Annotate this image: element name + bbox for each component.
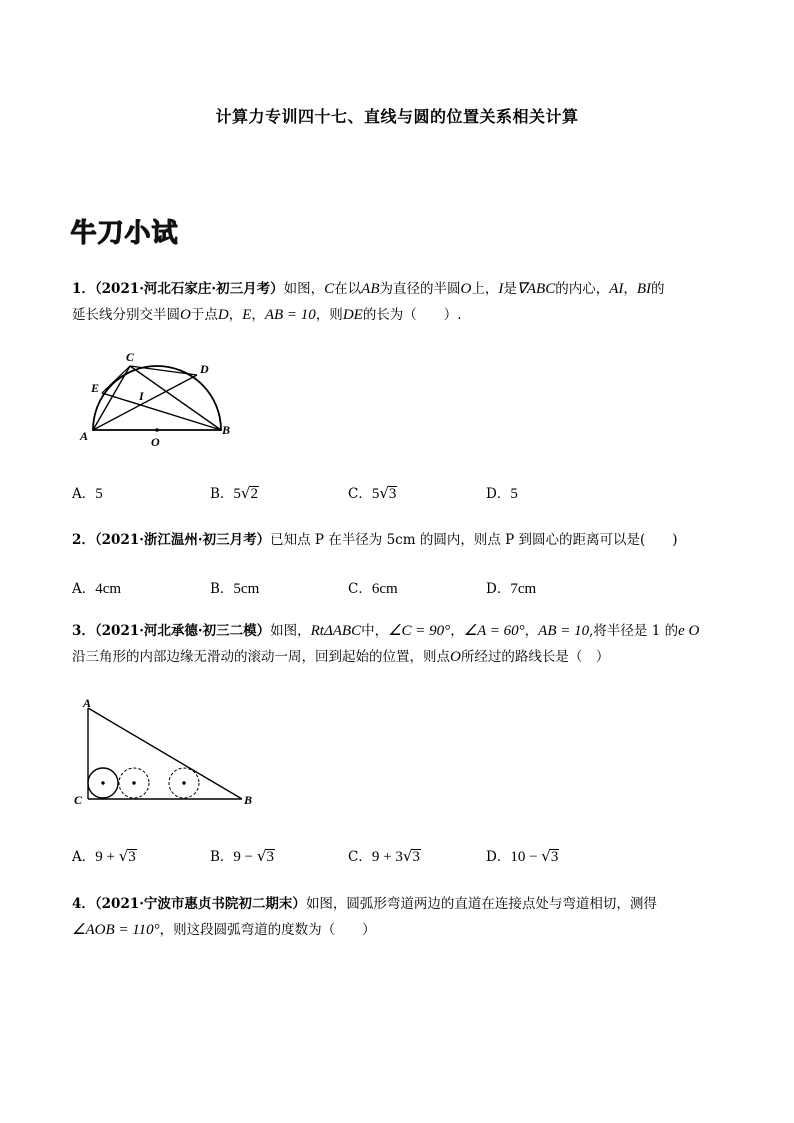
- q1-option-d[interactable]: [486, 482, 518, 503]
- q1-math: D: [217, 307, 229, 323]
- q1-number: 1．: [72, 281, 95, 297]
- fig3-label-b: B: [244, 793, 253, 807]
- q1-math: AI: [609, 281, 624, 297]
- q1-option-b[interactable]: [210, 482, 259, 503]
- fig1-label-i: I: [139, 389, 144, 403]
- q1-source: （2021·河北石家庄·初三月考）: [94, 281, 284, 297]
- option-value: 9 +: [371, 849, 396, 865]
- q3-text: 如图，: [270, 623, 311, 639]
- fig1-label-e: E: [91, 381, 100, 395]
- q1-option-a[interactable]: [72, 482, 103, 503]
- q1-option-c[interactable]: [348, 482, 397, 503]
- q3-text: 沿三角形的内部边缘无滑动的滚动一周，回到起始的位置，则点: [72, 649, 450, 665]
- question-1-text: [72, 276, 732, 328]
- q1-text: 的内心，: [555, 281, 610, 297]
- q1-options: [72, 482, 732, 502]
- option-radicand: 2: [250, 486, 258, 502]
- option-label: B．: [210, 849, 234, 865]
- q1-math: DE: [342, 307, 363, 323]
- question-3-text: [72, 618, 732, 670]
- sqrt-icon: √: [402, 847, 413, 865]
- q2-text: 已知点 P 在半径为 5cm 的圆内，则点 P 到圆心的距离可以是( ): [270, 532, 678, 548]
- q3-source: （2021·河北承德·初三二模）: [94, 623, 271, 639]
- option-value: 9 +: [95, 849, 119, 865]
- q4-number: 4．: [72, 896, 95, 912]
- sqrt-icon: √: [541, 847, 551, 865]
- q3-option-c[interactable]: [348, 845, 421, 866]
- option-value: 5: [510, 486, 518, 502]
- option-value: 5: [371, 486, 380, 502]
- fig1-label-b: B: [222, 423, 231, 437]
- sqrt-icon: √: [240, 484, 251, 502]
- q3-math: O: [450, 649, 461, 665]
- sqrt-icon: √: [256, 847, 267, 865]
- fig1-label-o: O: [151, 435, 160, 449]
- q1-text: 于点: [190, 307, 218, 323]
- q3-math: ∠C = 90°: [388, 623, 451, 639]
- question-4-text: [72, 891, 732, 943]
- fig3-label-a: A: [83, 696, 92, 710]
- q2-option-d[interactable]: [486, 577, 536, 598]
- q3-number: 3．: [72, 623, 95, 639]
- q1-text: 在以: [334, 281, 362, 297]
- option-radicand: 3: [128, 849, 136, 865]
- q3-option-d[interactable]: [486, 845, 559, 866]
- q1-text: 为直径的半圆: [379, 281, 461, 297]
- q3-triangle-figure: [72, 696, 262, 808]
- q3-text: ，: [524, 623, 539, 639]
- option-radicand: 3: [388, 486, 397, 502]
- q3-text: ,将半径是 1 的: [589, 623, 679, 639]
- q1-math: O: [460, 281, 472, 297]
- option-label: D．: [486, 581, 511, 597]
- q1-math: BI: [636, 281, 652, 297]
- q1-text: 延长线分别交半圆: [72, 307, 180, 323]
- q3-text: ，: [450, 623, 464, 639]
- q1-math: C: [324, 281, 335, 297]
- q3-option-b[interactable]: [210, 845, 275, 866]
- option-value: 10 −: [510, 849, 542, 865]
- option-value: 6cm: [371, 581, 398, 597]
- q3-option-a[interactable]: [72, 845, 137, 866]
- section-heading: 牛刀小试: [70, 218, 179, 248]
- option-label: C．: [348, 486, 372, 502]
- q1-math: ∇ABC: [516, 281, 556, 297]
- q4-text: 如图，圆弧形弯道两边的直道在连接点处与弯道相切，测得: [305, 896, 657, 912]
- q1-math: AB: [361, 281, 380, 297]
- option-label: A．: [72, 849, 96, 865]
- q1-math: O: [180, 307, 191, 323]
- page-title: 计算力专训四十七、直线与圆的位置关系相关计算: [215, 107, 579, 126]
- q2-source: （2021·浙江温州·初三月考）: [94, 532, 271, 548]
- q3-math: e O: [678, 623, 700, 639]
- option-value: 5cm: [233, 581, 260, 597]
- option-label: B．: [210, 486, 234, 502]
- q3-math: ∠A = 60°: [463, 623, 525, 639]
- q1-math: E: [242, 307, 252, 323]
- option-label: C．: [348, 849, 372, 865]
- q1-text: 是: [503, 281, 517, 297]
- fig1-label-c: C: [126, 350, 135, 364]
- q1-text: 上，: [471, 281, 499, 297]
- sqrt-icon: √: [379, 484, 389, 502]
- fig1-label-d: D: [200, 362, 209, 376]
- q1-math: I: [498, 281, 504, 297]
- q1-semicircle-figure: [78, 348, 248, 453]
- q3-math: RtΔABC: [310, 623, 362, 639]
- q2-option-a[interactable]: [72, 577, 121, 598]
- q4-source: （2021·宁波市惠贞书院初二期末）: [94, 896, 306, 912]
- option-label: C．: [348, 581, 372, 597]
- option-value: 5: [233, 486, 241, 502]
- option-value: 7cm: [510, 581, 537, 597]
- option-label: B．: [210, 581, 234, 597]
- option-radicand: 3: [412, 849, 420, 865]
- q1-text: 如图，: [283, 281, 325, 297]
- option-value: 5: [95, 486, 103, 502]
- option-value: 9 −: [233, 849, 257, 865]
- q1-text: ，: [251, 307, 265, 323]
- q1-text: ，则: [315, 307, 343, 323]
- option-radicand: 3: [550, 849, 559, 865]
- q1-text: ，: [623, 281, 637, 297]
- q3-math: AB = 10: [538, 623, 590, 639]
- option-coef: 3: [395, 849, 403, 865]
- option-value: 4cm: [95, 581, 122, 597]
- q2-option-b[interactable]: [210, 577, 259, 598]
- q1-text: ，: [228, 307, 243, 323]
- fig1-label-a: A: [80, 429, 89, 443]
- q4-text: ，则这段圆弧弯道的度数为（ ）: [159, 922, 376, 938]
- q2-option-c[interactable]: [348, 577, 398, 598]
- option-label: A．: [72, 486, 96, 502]
- q2-options: [72, 577, 732, 597]
- fig3-label-c: C: [74, 793, 83, 807]
- q3-text: 中，: [361, 623, 389, 639]
- q1-text: 的: [651, 281, 665, 297]
- q4-math: ∠AOB = 110°: [72, 922, 160, 938]
- q1-math: AB = 10: [264, 307, 316, 323]
- option-radicand: 3: [266, 849, 274, 865]
- option-label: D．: [486, 849, 511, 865]
- question-2-text: [72, 527, 732, 553]
- option-label: A．: [72, 581, 96, 597]
- q3-options: [72, 845, 732, 865]
- q2-number: 2．: [72, 532, 95, 548]
- option-label: D．: [486, 486, 511, 502]
- q3-text: 所经过的路线长是（ ）: [460, 649, 610, 665]
- q1-text: 的长为（ ）.: [362, 307, 462, 323]
- sqrt-icon: √: [118, 847, 129, 865]
